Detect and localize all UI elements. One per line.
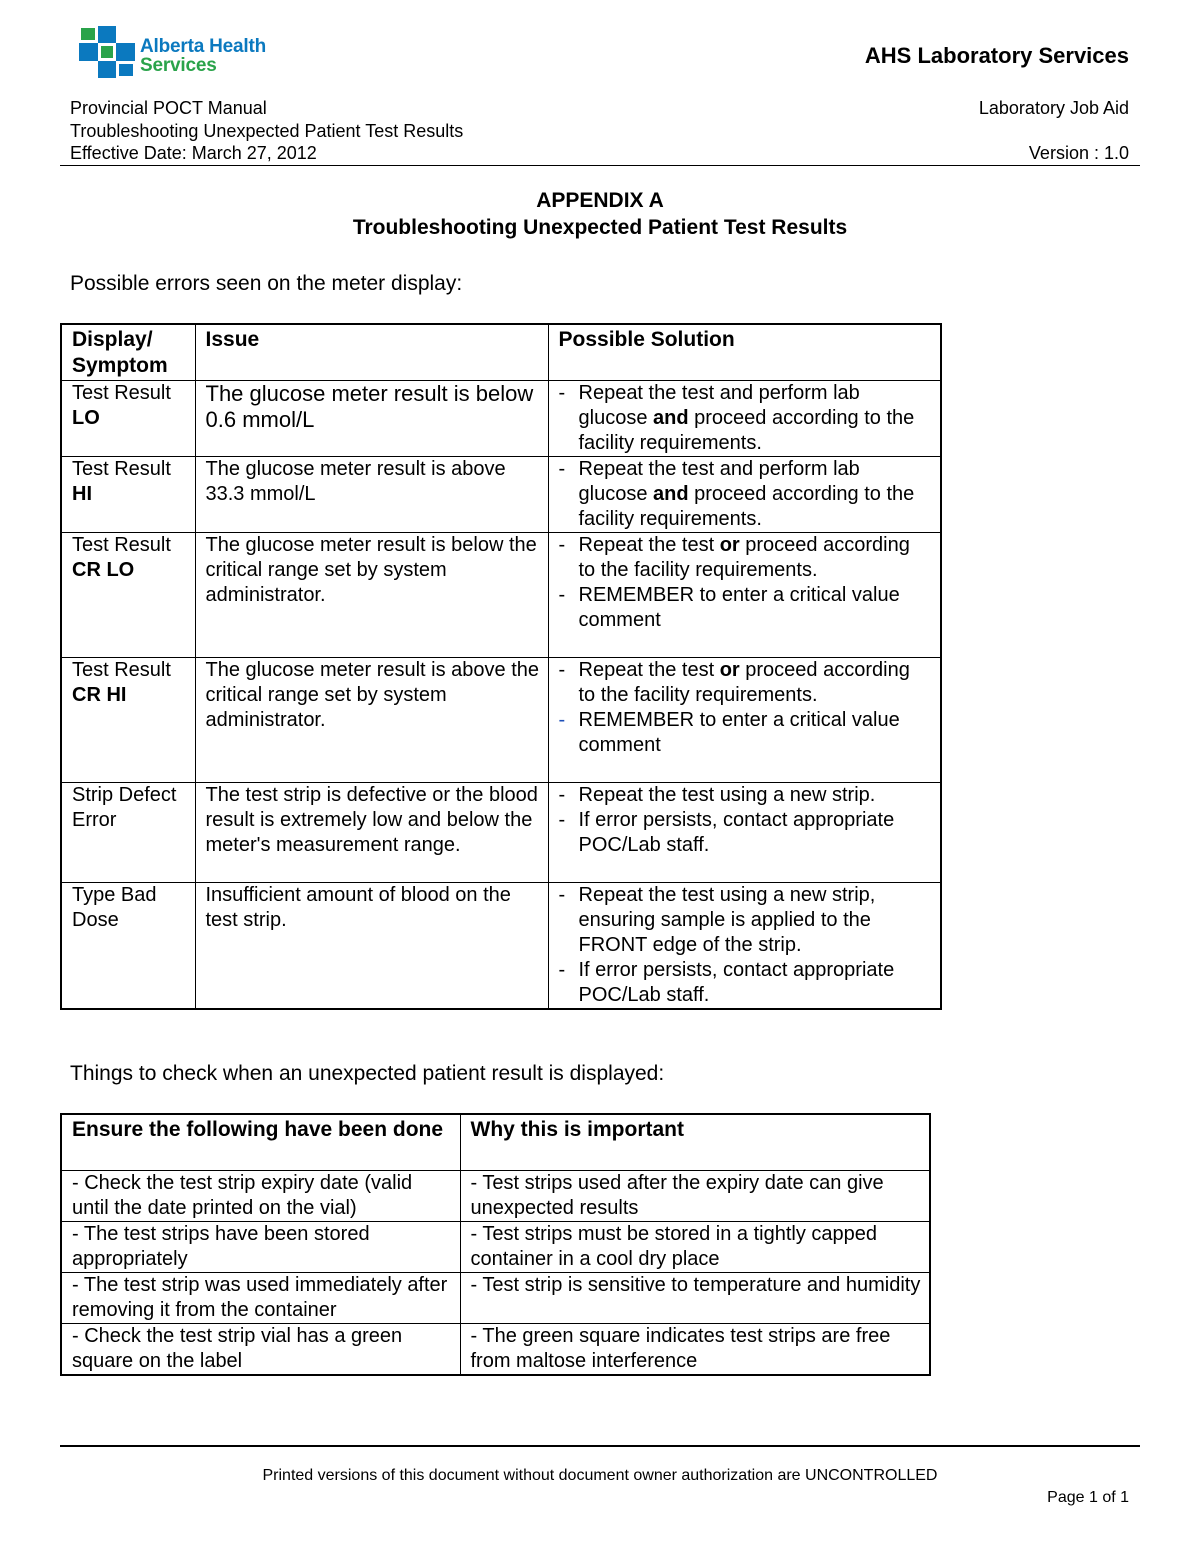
- page-number: Page 1 of 1: [1047, 1489, 1129, 1506]
- doc-type: Laboratory Job Aid: [978, 98, 1129, 118]
- issue-cell: The glucose meter result is below the critical range set by system administrator.: [195, 532, 548, 657]
- symptom-code: CR LO: [72, 558, 135, 581]
- solution-cell: [548, 532, 941, 657]
- solution-item: - Repeat the test and perform lab glucose and proceed according to the facility requirements.: [558, 381, 915, 454]
- table-row: [61, 456, 941, 532]
- header-divider: [60, 165, 1140, 166]
- header-cell: Display/ Symptom: [61, 324, 195, 380]
- solution-item: - REMEMBER to enter a critical value comment: [558, 708, 900, 756]
- issue-cell: The glucose meter result is above the critical range set by system administrator.: [195, 657, 548, 782]
- symptom-code: LO: [72, 406, 100, 429]
- solution-cell: [548, 380, 941, 456]
- errors-intro: Possible errors seen on the meter display:: [70, 272, 463, 295]
- manual-name: Provincial POCT Manual: [70, 98, 267, 118]
- symptom-cell: [61, 380, 195, 456]
- symptom-cell: Strip Defect Error: [61, 782, 195, 882]
- table-row: [61, 532, 941, 657]
- logo-line1: Alberta Health: [140, 36, 267, 57]
- symptom-code: CR HI: [72, 683, 127, 706]
- solution-item: - If error persists, contact appropriate POC/Lab staff.: [558, 808, 895, 856]
- footer-divider: [60, 1445, 1140, 1447]
- checks-intro: Things to check when an unexpected patient result is displayed:: [70, 1062, 665, 1085]
- page-title: Troubleshooting Unexpected Patient Test Results: [352, 216, 848, 239]
- table-row: [61, 380, 941, 456]
- header-cell: Issue: [195, 324, 548, 380]
- table-row: [61, 657, 941, 782]
- symptom-label: Test Result: [72, 533, 171, 556]
- issue-cell: The glucose meter result is below 0.6 mmol/L: [195, 380, 548, 456]
- errors-table: [60, 323, 942, 1010]
- check-cell: - Check the test strip expiry date (valid until the date printed on the vial): [61, 1170, 460, 1221]
- ahs-cross-icon: [79, 26, 135, 78]
- check-cell: - Check the test strip vial has a green square on the label: [61, 1323, 460, 1375]
- table-row: [61, 882, 941, 1009]
- solution-cell: [548, 456, 941, 532]
- symptom-cell: [61, 456, 195, 532]
- symptom-label: Test Result: [72, 658, 171, 681]
- logo-line2: Services: [140, 55, 217, 76]
- footer-note: Printed versions of this document without document owner authorization are UNCONTROLLED: [262, 1467, 938, 1484]
- header-cell: Possible Solution: [548, 324, 941, 380]
- symptom-cell: Type Bad Dose: [61, 882, 195, 1009]
- solution-item: - If error persists, contact appropriate POC/Lab staff.: [558, 958, 895, 1006]
- issue-cell: Insufficient amount of blood on the test strip.: [195, 882, 548, 1009]
- checks-table: [60, 1113, 931, 1376]
- solution-item: - Repeat the test using a new strip.: [558, 783, 876, 806]
- header-cell: Why this is important: [460, 1114, 930, 1170]
- table-row: [61, 1170, 930, 1221]
- issue-cell: The test strip is defective or the blood result is extremely low and below the meter's measurement range.: [195, 782, 548, 882]
- logo-wordmark: [140, 37, 266, 75]
- solution-item: - Repeat the test or proceed according to the facility requirements.: [558, 533, 910, 581]
- solution-cell: [548, 882, 941, 1009]
- version: Version : 1.0: [1028, 143, 1129, 163]
- table-row: [61, 1221, 930, 1272]
- symptom-cell: [61, 657, 195, 782]
- header-left: [70, 97, 463, 165]
- solution-cell: [548, 782, 941, 882]
- why-cell: - The green square indicates test strips are free from maltose interference: [460, 1323, 930, 1375]
- header-right: [979, 97, 1129, 165]
- issue-cell: The glucose meter result is above 33.3 mmol/L: [195, 456, 548, 532]
- why-cell: - Test strip is sensitive to temperature and humidity: [460, 1272, 930, 1323]
- table-row: [61, 1323, 930, 1375]
- why-cell: - Test strips must be stored in a tightly capped container in a cool dry place: [460, 1221, 930, 1272]
- why-cell: - Test strips used after the expiry date can give unexpected results: [460, 1170, 930, 1221]
- symptom-code: HI: [72, 482, 92, 505]
- doc-title: Troubleshooting Unexpected Patient Test Results: [70, 120, 464, 141]
- table-row: [61, 782, 941, 882]
- org-name: AHS Laboratory Services: [864, 43, 1129, 68]
- solution-item: - Repeat the test using a new strip, ensuring sample is applied to the FRONT edge of the strip.: [558, 883, 876, 956]
- table-header-row: [61, 324, 941, 380]
- table-row: [61, 1272, 930, 1323]
- header-cell: Ensure the following have been done: [61, 1114, 460, 1170]
- check-cell: - The test strip was used immediately after removing it from the container: [61, 1272, 460, 1323]
- solution-item: - Repeat the test or proceed according to the facility requirements.: [558, 658, 910, 706]
- check-cell: - The test strips have been stored appropriately: [61, 1221, 460, 1272]
- symptom-cell: [61, 532, 195, 657]
- symptom-label: Test Result: [72, 457, 171, 480]
- solution-item: - REMEMBER to enter a critical value comment: [558, 583, 900, 631]
- table-header-row: [61, 1114, 930, 1170]
- effective-date: Effective Date: March 27, 2012: [70, 143, 317, 163]
- solution-item: - Repeat the test and perform lab glucose and proceed according to the facility requirements.: [558, 457, 915, 530]
- solution-cell: [548, 657, 941, 782]
- appendix-title: APPENDIX A: [536, 189, 664, 212]
- ahs-logo: [79, 26, 269, 78]
- symptom-label: Test Result: [72, 381, 171, 404]
